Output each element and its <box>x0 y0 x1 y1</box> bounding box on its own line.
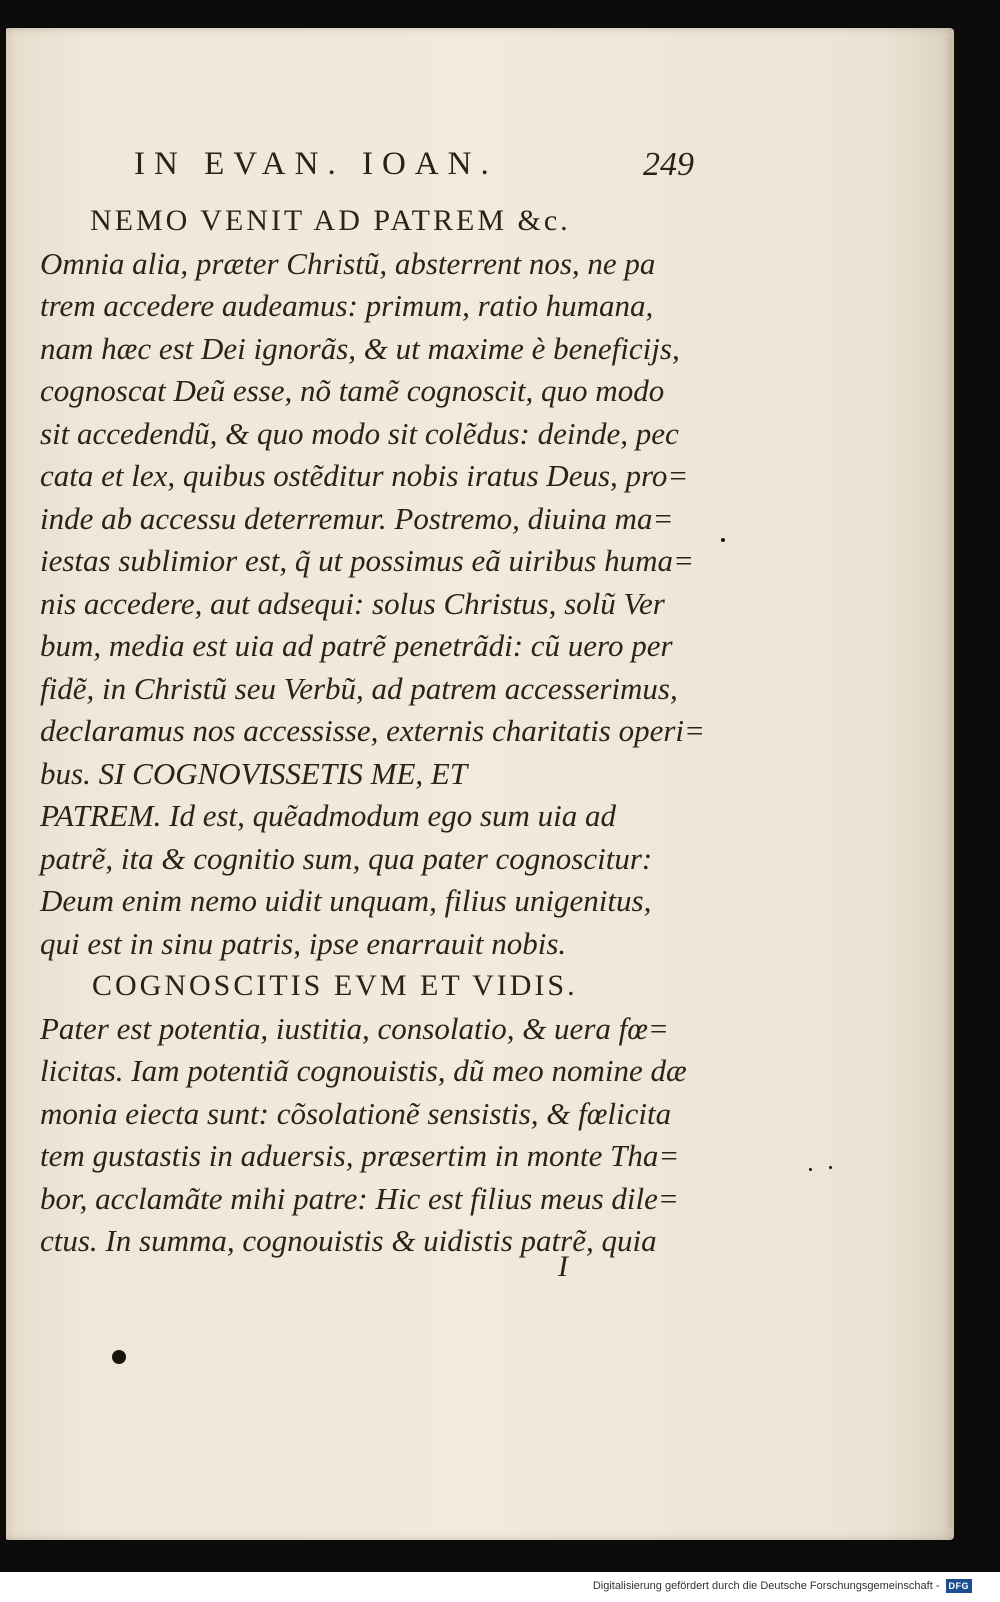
text-line: fidẽ, in Christũ seu Verbũ, ad patrem accesserimus, <box>40 670 678 706</box>
text-line: COGNOSCITIS EVM ET VIDIS. <box>92 969 578 1002</box>
book-page <box>6 28 954 1540</box>
text-line: cognoscat Deũ esse, nõ tamẽ cognoscit, quo modo <box>40 373 665 408</box>
text-line: sit accedendũ, & quo modo sit colẽdus: deinde, pec <box>40 415 679 451</box>
ink-spot <box>829 1166 832 1169</box>
text-line: tem gustastis in aduersis, præsertim in monte Tha= <box>40 1138 680 1173</box>
credit-text: Digitalisierung gefördert durch die Deutsche Forschungsgemeinschaft - <box>592 1580 940 1592</box>
text-line: bor, acclamãte mihi patre: Hic est filius meus dile= <box>40 1180 679 1216</box>
text-line: cata et lex, quibus ostẽditur nobis iratus Deus, pro= <box>40 458 689 493</box>
text-line: bum, media est uia ad patrẽ penetrãdi: cũ uero per <box>40 628 673 663</box>
text-line: Deum enim nemo uidit unquam, filius unigenitus, <box>40 883 652 918</box>
catchword: I <box>558 1250 568 1283</box>
digitization-credit <box>593 1575 972 1597</box>
page-number: 249 <box>643 146 694 183</box>
text-line: declaramus nos accessisse, externis charitatis operi= <box>40 713 705 748</box>
text-line: Pater est potentia, iustitia, consolatio, & uera fœ= <box>40 1010 669 1046</box>
text-line: qui est in sinu patris, ipse enarrauit nobis. <box>40 925 567 961</box>
text-line: nam hæc est Dei ignorãs, & ut maxime è beneficijs, <box>40 330 680 366</box>
text-line: ctus. In summa, cognouistis & uidistis patrẽ, quia <box>40 1223 657 1258</box>
text-line: monia eiecta sunt: cõsolationẽ sensistis, & fœlicita <box>40 1095 672 1131</box>
running-title: IN EVAN. IOAN. <box>134 146 498 182</box>
text-line: iestas sublimior est, q̃ ut possimus eã uiribus huma= <box>40 543 694 578</box>
ink-spot <box>809 1168 812 1171</box>
text-line: trem accedere audeamus: primum, ratio humana, <box>40 288 654 323</box>
text-line: Omnia alia, præter Christũ, absterrent nos, ne pa <box>40 245 656 281</box>
text-line: patrẽ, ita & cognitio sum, qua pater cognoscitur: <box>40 840 653 876</box>
ink-spot <box>721 538 725 542</box>
dfg-logo: DFG <box>946 1579 973 1593</box>
ink-spot <box>112 1350 126 1364</box>
page-edge <box>948 38 954 1528</box>
running-head <box>134 146 694 190</box>
text-line: nis accedere, aut adsequi: solus Christus, solũ Ver <box>40 585 665 621</box>
text-line: bus. SI COGNOVISSETIS ME, ET <box>40 755 468 791</box>
body-text <box>40 200 705 1263</box>
text-line: inde ab accessu deterremur. Postremo, diuina ma= <box>40 500 674 536</box>
text-line: PATREM. Id est, quẽadmodum ego sum uia ad <box>40 798 617 833</box>
text-line: NEMO VENIT AD PATREM &c. <box>90 204 571 237</box>
text-line: licitas. Iam potentiã cognouistis, dũ meo nomine dæ <box>40 1053 687 1088</box>
